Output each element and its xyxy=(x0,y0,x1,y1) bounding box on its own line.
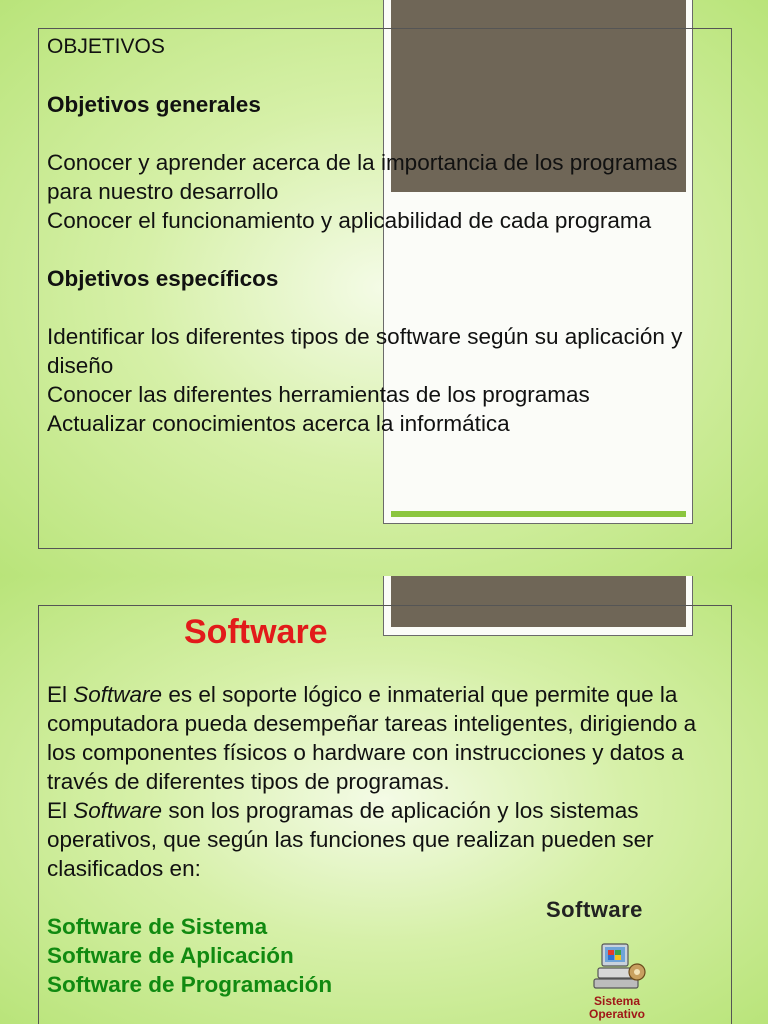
caption-line-2: Operativo xyxy=(588,1007,645,1021)
specific-item-2: Conocer las diferentes herramientas de los programas xyxy=(47,382,590,407)
general-heading: Objetivos generales xyxy=(47,92,261,117)
para2-rest: son los programas de aplicación y los sistemas operativos, que según las funciones que realizan pueden ser clasificados en: xyxy=(47,798,654,881)
computer-software-icon xyxy=(592,942,652,1001)
general-item-2: Conocer el funcionamiento y aplicabilidad de cada programa xyxy=(47,208,652,233)
specific-item-1: Identificar los diferentes tipos de software según su aplicación y diseño xyxy=(47,324,683,378)
specific-item-3: Actualizar conocimientos acerca la informática xyxy=(47,411,510,436)
para2-emphasis: Software xyxy=(73,798,163,823)
objetivos-heading: OBJETIVOS xyxy=(47,35,165,58)
sistema-operativo-label xyxy=(576,995,658,1021)
para2-prefix: El xyxy=(47,798,74,823)
caption-line-1: Sistema xyxy=(593,994,641,1008)
para1-rest: es el soporte lógico e inmaterial que permite que la computadora pueda desempeñar tareas inteligentes, dirigiendo a los componentes físicos o hardware con instrucciones y datos a través de diferentes tipos de programas. xyxy=(47,682,697,794)
objetivos-text xyxy=(47,32,707,438)
software-type-3: Software de Programación xyxy=(47,972,333,997)
software-paragraph-2 xyxy=(47,796,717,883)
para1-prefix: El xyxy=(47,682,74,707)
general-item-1: Conocer y aprender acerca de la importancia de los programas para nuestro desarrollo xyxy=(47,150,678,204)
specific-heading: Objetivos específicos xyxy=(47,266,279,291)
software-type-1: Software de Sistema xyxy=(47,914,268,939)
para1-emphasis: Software xyxy=(73,682,163,707)
software-image-word: Software xyxy=(546,897,643,922)
software-title: Software xyxy=(184,613,328,651)
software-type-2: Software de Aplicación xyxy=(47,943,294,968)
software-paragraph-1 xyxy=(47,680,717,796)
